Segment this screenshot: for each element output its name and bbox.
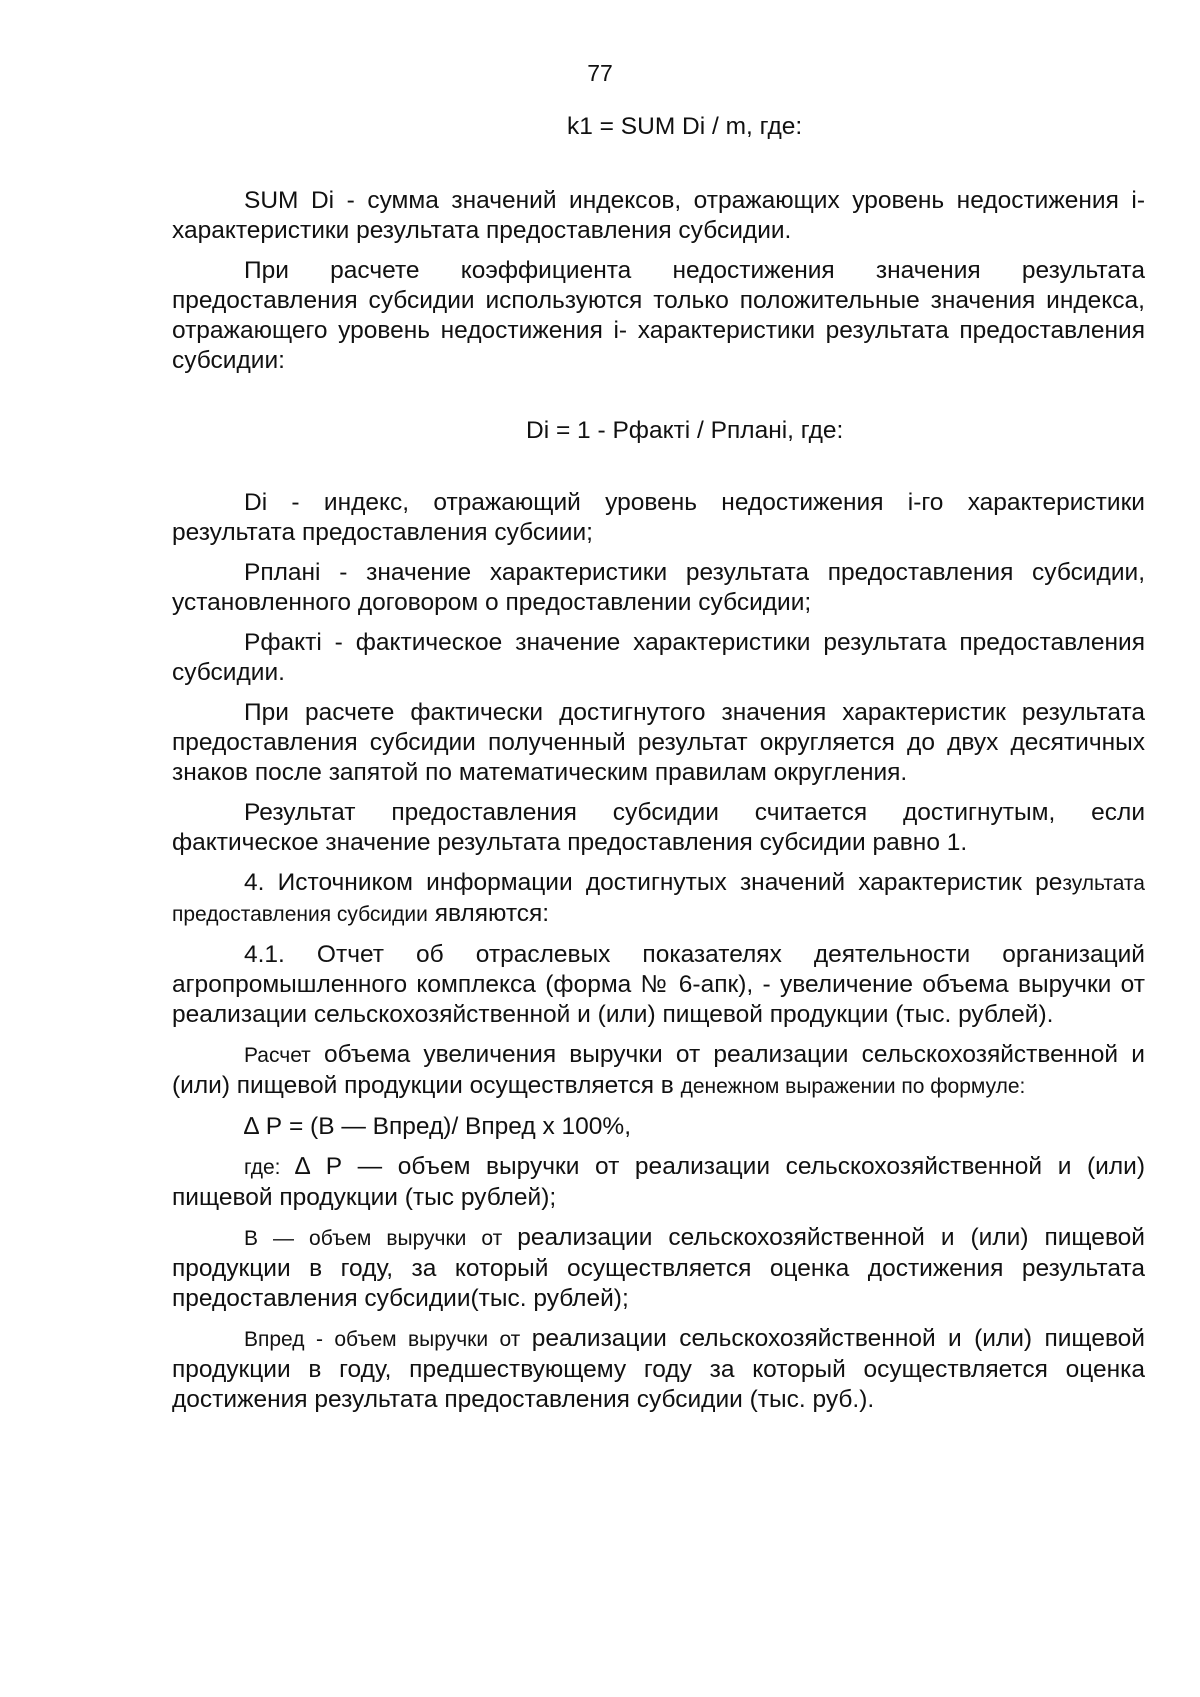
paragraph-rfakt-definition: Рфактi - фактическое значение характеристики результата предоставления субсидии. — [172, 629, 1145, 686]
paragraph-di-definition: Di - индекс, отражающий уровень недостижения i-го характеристики результата предоставления субсиии; — [172, 489, 1145, 546]
paragraph-result-achieved: Результат предоставления субсидии считается достигнутым, если фактическое значение результата предоставления субсидии равно 1. — [172, 799, 1145, 856]
paragraph-rplan-definition: Рпланi - значение характеристики результата предоставления субсидии, установленного договором о предоставлении субсидии; — [172, 559, 1145, 616]
vpred-text: реализации сельскохозяйственной и (или) пищевой продукции в году, предшествующему году за который осуществляется оценка достижения результата предоставления субсидии (тыс. руб.). — [172, 1325, 1145, 1413]
revenue-calc-lead: Расчет — [244, 1044, 311, 1067]
section-4-small-text: зультата предоставления субсидии — [172, 872, 1145, 926]
page-number: 77 — [587, 60, 613, 86]
paragraph-vpred-definition — [172, 1324, 1145, 1415]
vpred-lead: Впред - объем выручки от — [244, 1328, 532, 1351]
formula-di: Di = 1 - Рфактi / Рпланi, где: — [526, 417, 844, 444]
paragraph-section-4-1: 4.1. Отчет об отраслевых показателях деятельности организаций агропромышленного комплекса (форма № 6-апк), - увеличение объема выручки от реализации сельскохозяйственной и (или) пищевой продукции (тыс. рублей). — [172, 941, 1145, 1028]
section-4-text: 4. Источником информации достигнутых значений характеристик ре — [244, 869, 1063, 896]
paragraph-rounding: При расчете фактически достигнутого значения характеристик результата предоставления субсидии полученный результат округляется до двух десятичных знаков после запятой по математическим правилам округления. — [172, 699, 1145, 786]
section-4-tail: являются: — [427, 900, 550, 927]
formula-k1: k1 = SUM Di / m, где: — [567, 113, 803, 140]
revenue-calc-text: объема увеличения выручки от реализации сельскохозяйственной и (или) пищевой продукции осуществляется в — [172, 1041, 1145, 1099]
revenue-calc-small: денежном выражении по формуле: — [680, 1075, 1026, 1098]
paragraph-coefficient-calc: При расчете коэффициента недостижения значения результата предоставления субсидии используются только положительные значения индекса, отражающего уровень недостижения i- характеристики результата предоставления субсидии: — [172, 257, 1145, 374]
paragraph-delta-p-definition — [172, 1152, 1145, 1213]
paragraph-sum-di: SUM Di - сумма значений индексов, отражающих уровень недостижения i-характеристики результата предоставления субсидии. — [172, 187, 1145, 244]
v-lead: В — объем выручки от — [244, 1227, 518, 1250]
document-body — [172, 112, 1145, 1425]
paragraph-section-4 — [172, 868, 1145, 930]
delta-p-text: ∆ Р — объем выручки от реализации сельскохозяйственной и (или) пищевой продукции (тыс рублей); — [172, 1153, 1145, 1211]
paragraph-v-definition — [172, 1223, 1145, 1314]
formula-delta-p: ∆ Р = (В — Впред)/ Впред х 100%, — [244, 1113, 632, 1140]
v-text: реализации сельскохозяйственной и (или) пищевой продукции в году, за который осуществляется оценка достижения результата предоставления субсидии(тыс. рублей); — [172, 1224, 1145, 1312]
paragraph-revenue-calc — [172, 1040, 1145, 1102]
delta-p-lead: где: — [244, 1156, 296, 1179]
